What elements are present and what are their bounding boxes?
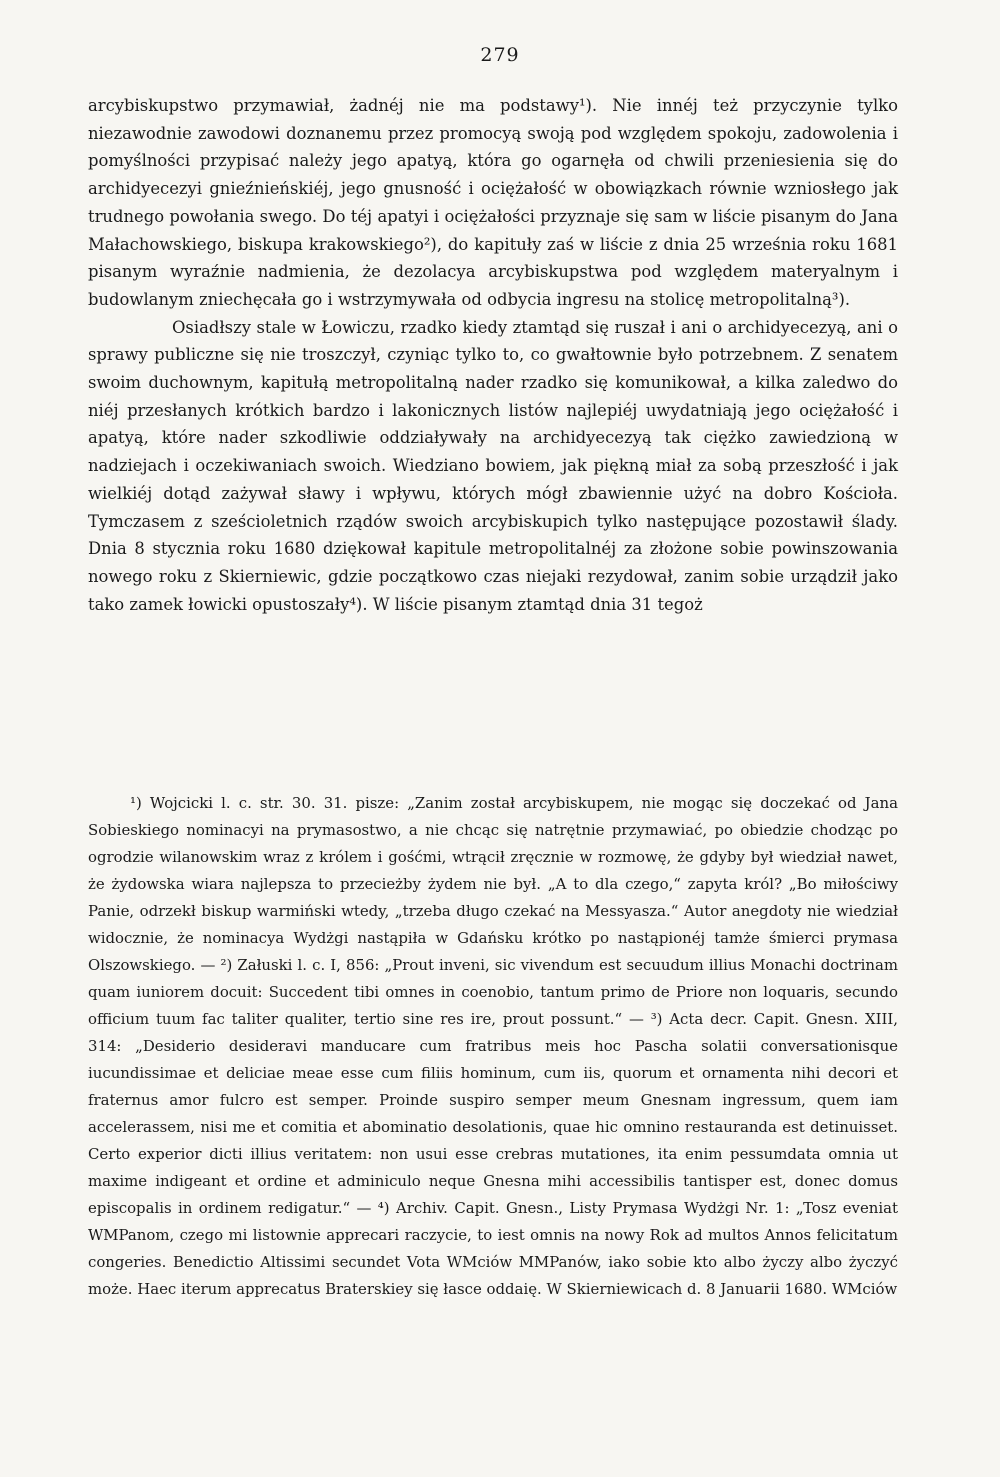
paragraph-1: arcybiskupstwo przymawiał, żadnéj nie ma podstawy¹). Nie innéj też przyczynie tylko niezawodnie zawodowi doznanemu przez promocyą swoją pod względem spokoju, zadowolenia i pomyślności przypisać należy jego apatyą, która go ogarnęła od chwili przeniesienia się do archidyecezyi gnieźnieńskiéj, jego gnusność i ociężałość w obowiązkach równie wzniosłego jak trudnego powołania swego. Do téj apatyi i ociężałości przyznaje się sam w liście pisanym do Jana Małachowskiego, biskupa krakowskiego²), do kapituły zaś w liście z dnia 25 września roku 1681 pisanym wyraźnie nadmienia, że dezolacya arcybiskupstwa pod względem materyalnym i budowlanym zniechęcała go i wstrzymywała od odbycia ingresu na stolicę metropolitalną³). (88, 96, 898, 309)
main-text (88, 92, 898, 618)
footnote-block: ¹) Wojcicki l. c. str. 30. 31. pisze: „Zanim został arcybiskupem, nie mogąc się doczekać od Jana Sobieskiego nominacyi na prymasostwo, a nie chcąc się natrętnie przymawiać, po obiedzie chodząc po ogrodzie wilanowskim wraz z królem i gośćmi, wtrącił zręcznie w rozmowę, że gdyby był wiedział nawet, że żydowska wiara najlepsza to przecieżby żydem nie był. „A to dla czego,“ zapyta król? „Bo miłościwy Panie, odrzekł biskup warmiński wtedy, „trzeba długo czekać na Messyasza.“ Autor anegdoty nie wiedział widocznie, że nominacya Wydżgi nastąpiła w Gdańsku krótko po nastąpionéj tamże śmierci prymasa Olszowskiego. — ²) Załuski l. c. I, 856: „Prout inveni, sic vivendum est secuudum illius Monachi doctrinam quam iuniorem docuit: Succedent tibi omnes in coenobio, tantum primo de Priore non loquaris, secundo officium tuum fac taliter qualiter, tertio sine res ire, prout possunt.“ — ³) Acta decr. Capit. Gnesn. XIII, 314: „Desiderio desideravi manducare cum fratribus meis hoc Pascha solatii conversationisque iucundissimae et deliciae meae esse cum filiis hominum, cum iis, quorum et ornamenta nihi decori et fraternus amor fulcro est semper. Proinde suspiro semper meum Gnesnam ingressum, quem iam accelerassem, nisi me et comitia et abominatio desolationis, quae hic omnino restauranda est detinuisset. Certo experior dicti illius veritatem: non usui esse crebras mutationes, ita enim pessumdata omnia ut maxime indigeant et ordine et adminiculo neque Gnesna mihi accessibilis tantisper est, donec domus episcopalis in ordinem redigatur.“ — ⁴) Archiv. Capit. Gnesn., Listy Prymasa Wydżgi Nr. 1: „Tosz eveniat WMPanom, czego mi listownie apprecari raczycie, to iest omnis na nowy Rok ad multos Annos felicitatum congeries. Benedictio Altissimi secundet Vota WMciów MMPanów, iako sobie kto albo życzy albo życzyć może. Haec iterum apprecatus Braterskiey się łasce oddaię. W Skierniewicach d. 8 Januarii 1680. WMciów (88, 794, 898, 1298)
footnotes (88, 790, 898, 1303)
page-number: 279 (480, 44, 520, 66)
paragraph-2: Osiadłszy stale w Łowiczu, rzadko kiedy ztamtąd się ruszał i ani o archidyecezyą, ani o sprawy publiczne się nie troszczył, czyniąc tylko to, co gwałtownie było potrzebnem. Z senatem swoim duchownym, kapitułą metropolitalną nader rzadko się komunikował, a kilka zaledwo do niéj przesłanych krótkich bardzo i lakonicznych listów najlepiéj uwydatniają jego ociężałość i apatyą, które nader szkodliwie oddziaływały na archidyecezyą tak ciężko zawiedzioną w nadziejach i oczekiwaniach swoich. Wiedziano bowiem, jak piękną miał za sobą przeszłość i jak wielkiéj dotąd zażywał sławy i wpływu, których mógł zbawiennie użyć na dobro Kościoła. Tymczasem z sześcioletnich rządów swoich arcybiskupich tylko następujące pozostawił ślady. Dnia 8 stycznia roku 1680 dziękował kapitule metropolitalnéj za złożone sobie powinszowania nowego roku z Skierniewic, gdzie początkowo czas niejaki rezydował, zanim sobie urządził jako tako zamek łowicki opustoszały⁴). W liście pisanym ztamtąd dnia 31 tegoż (88, 317, 898, 614)
